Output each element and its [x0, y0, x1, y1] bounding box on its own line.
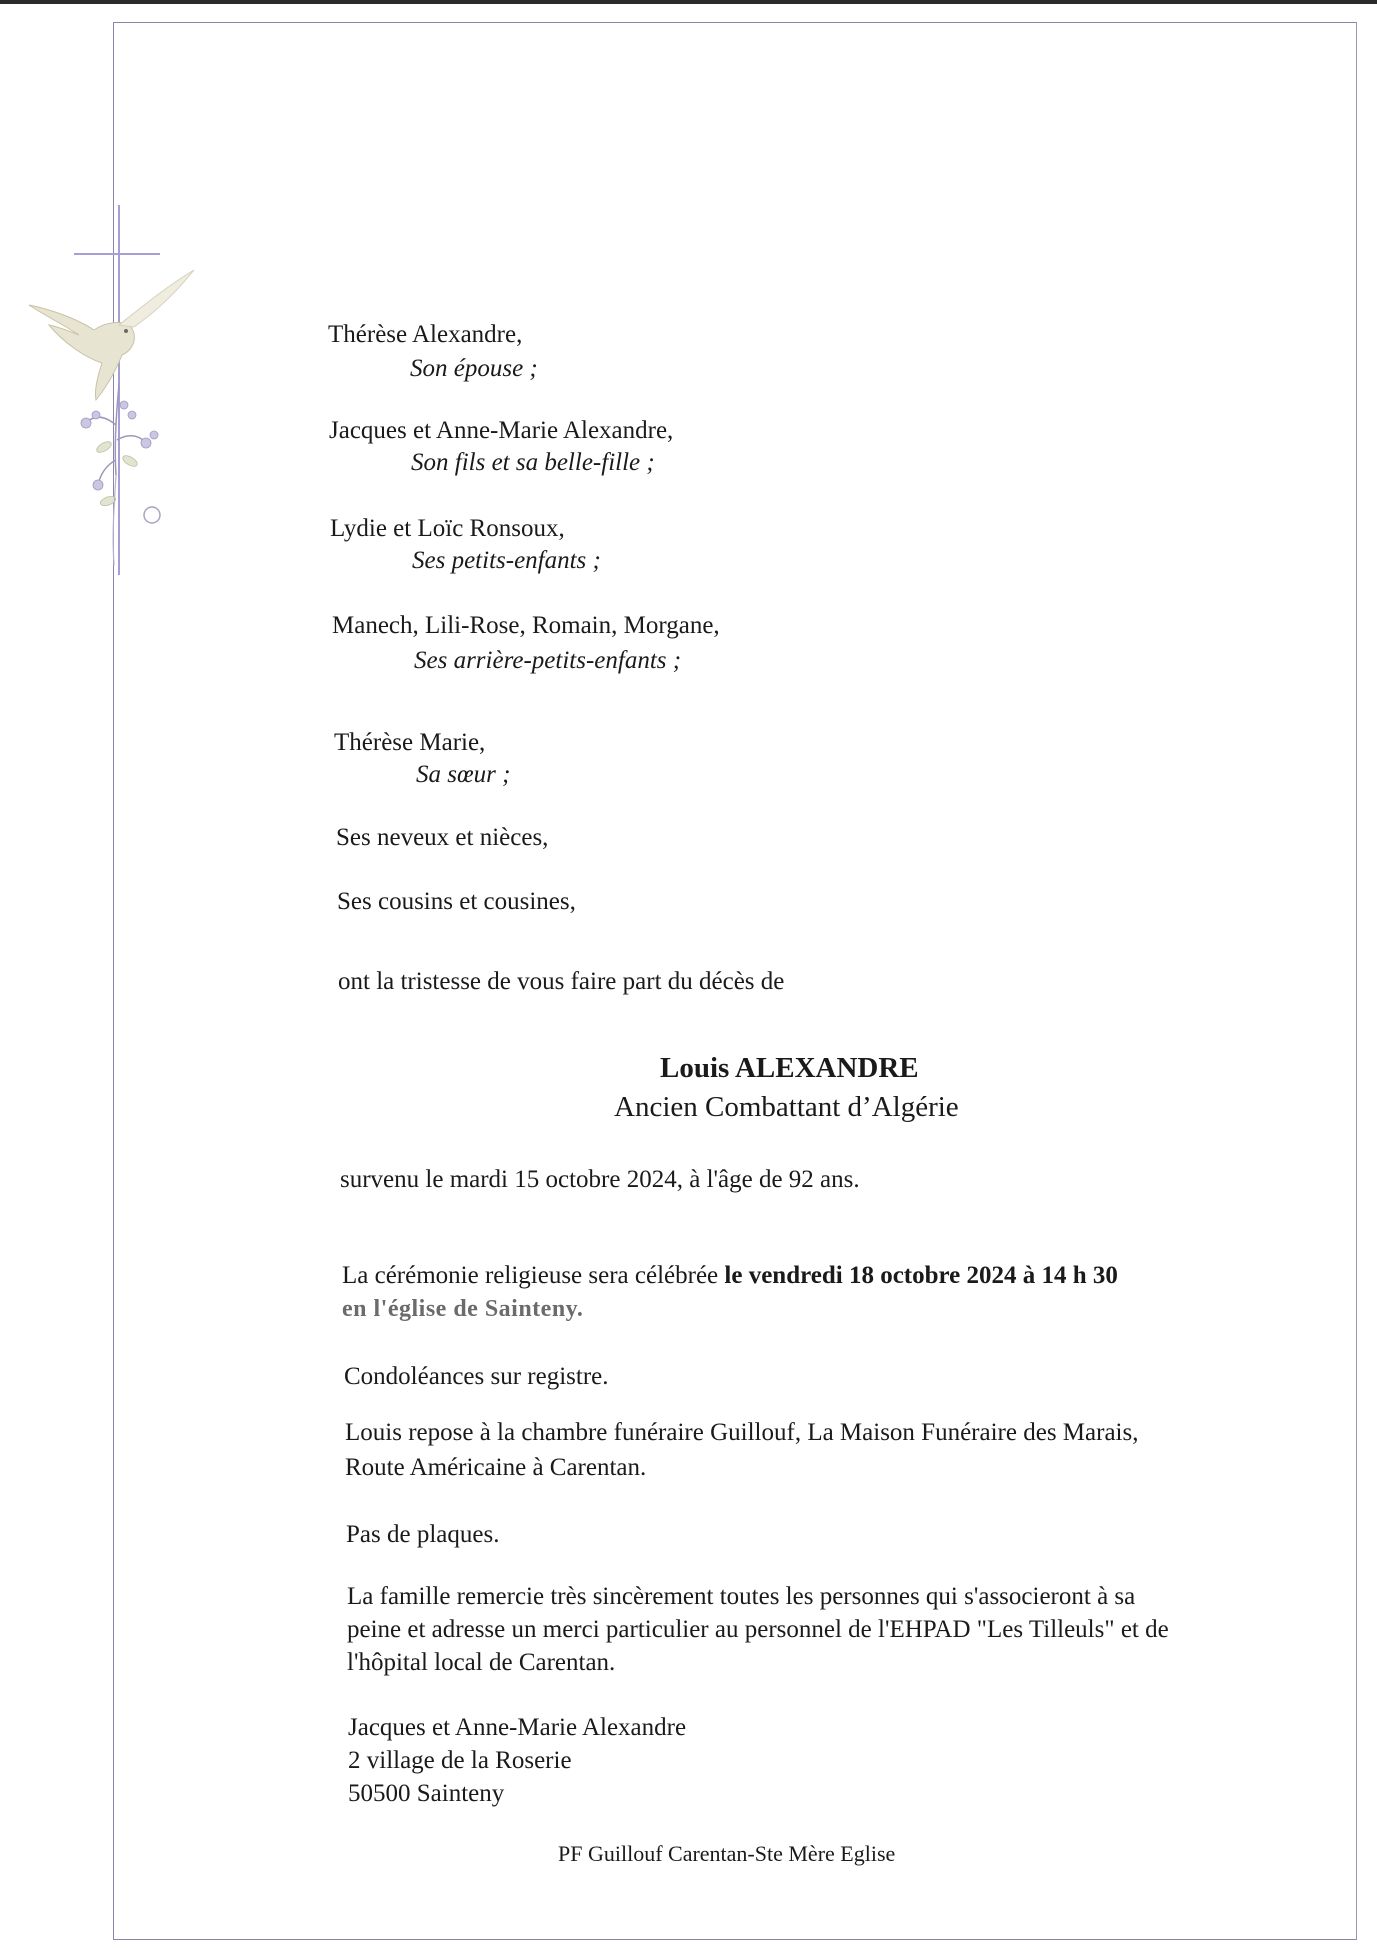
- ceremony-line-2: en l'église de Sainteny.: [342, 1296, 584, 1322]
- thanks-line-3: l'hôpital local de Carentan.: [347, 1649, 616, 1676]
- thanks-line-1: La famille remercie très sincèrement toutes les personnes qui s'associeront à sa: [347, 1583, 1136, 1610]
- family-name-1: Thérèse Alexandre,: [328, 321, 523, 348]
- family-name-5: Thérèse Marie,: [334, 729, 486, 756]
- address-city: 50500 Sainteny: [348, 1780, 505, 1807]
- deceased-title: Ancien Combattant d’Algérie: [614, 1091, 959, 1123]
- family-name-3: Lydie et Loïc Ronsoux,: [330, 515, 565, 542]
- deceased-name: Louis ALEXANDRE: [660, 1052, 919, 1084]
- family-role-3: Ses petits-enfants ;: [412, 547, 601, 574]
- family-name-4: Manech, Lili-Rose, Romain, Morgane,: [332, 612, 720, 639]
- family-role-4: Ses arrière-petits-enfants ;: [414, 647, 682, 674]
- ceremony-date: le vendredi 18 octobre 2024 à 14 h 30: [724, 1262, 1118, 1289]
- address-name: Jacques et Anne-Marie Alexandre: [348, 1714, 687, 1741]
- death-line: survenu le mardi 15 octobre 2024, à l'âge de 92 ans.: [340, 1166, 860, 1193]
- scan-edge: [0, 0, 1377, 4]
- cousins-line: Ses cousins et cousines,: [337, 888, 576, 915]
- ceremony-line-1: [342, 1259, 1118, 1292]
- repose-line-2: Route Américaine à Carentan.: [345, 1454, 647, 1481]
- family-role-1: Son épouse ;: [410, 355, 538, 382]
- family-name-2: Jacques et Anne-Marie Alexandre,: [329, 417, 674, 444]
- address-street: 2 village de la Roserie: [348, 1747, 572, 1774]
- funeral-home-footer: PF Guillouf Carentan-Ste Mère Eglise: [558, 1841, 896, 1866]
- nephews-line: Ses neveux et nièces,: [336, 824, 549, 851]
- cross-horizontal: [74, 253, 160, 255]
- thanks-line-2: peine et adresse un merci particulier au personnel de l'EHPAD "Les Tilleuls" et de: [347, 1616, 1169, 1643]
- family-role-5: Sa sœur ;: [416, 761, 511, 788]
- ceremony-prefix: La cérémonie religieuse sera célébrée: [342, 1262, 725, 1289]
- dove-and-flowers-illustration: [24, 265, 204, 585]
- plaques-line: Pas de plaques.: [346, 1521, 500, 1548]
- repose-line-1: Louis repose à la chambre funéraire Guillouf, La Maison Funéraire des Marais,: [345, 1419, 1139, 1446]
- announcement-line: ont la tristesse de vous faire part du décès de: [338, 968, 785, 995]
- condolences-line: Condoléances sur registre.: [344, 1363, 609, 1390]
- family-role-2: Son fils et sa belle-fille ;: [411, 449, 655, 476]
